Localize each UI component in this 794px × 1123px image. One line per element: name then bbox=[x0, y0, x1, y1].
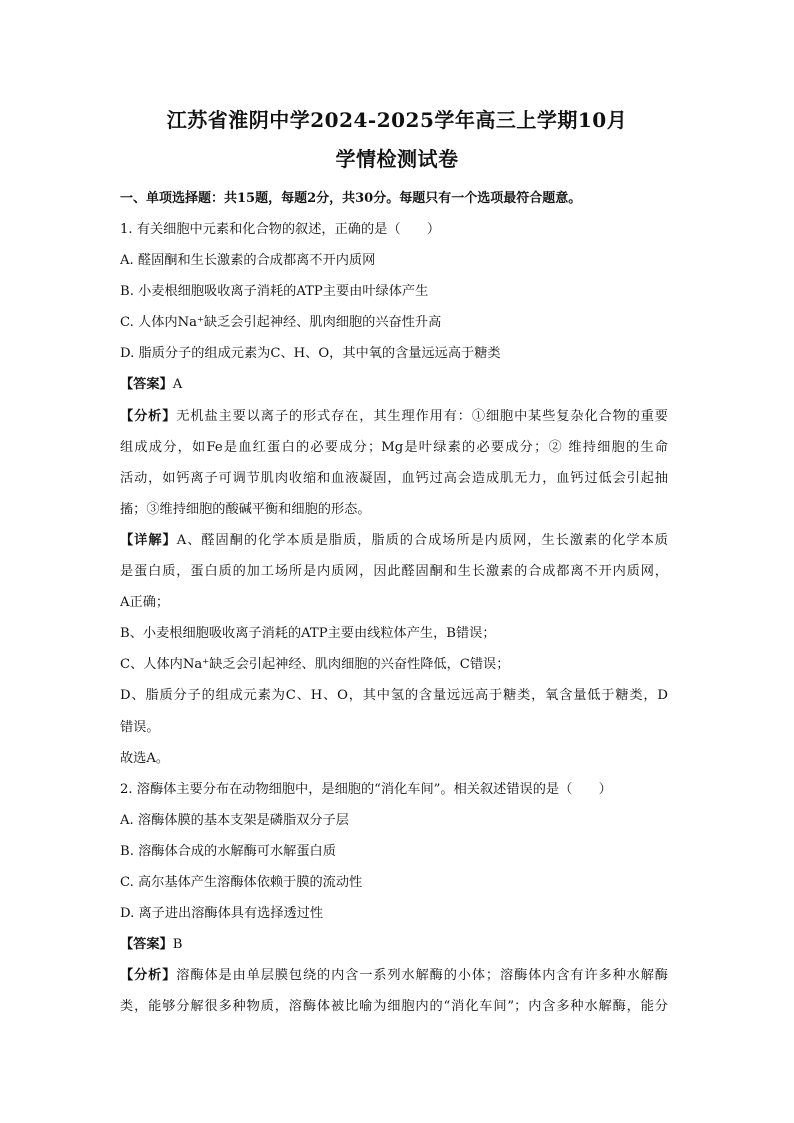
q2-analysis-line bbox=[120, 960, 668, 991]
q1-analysis-text: 无机盐主要以离子的形式存在，其生理作用有：①细胞中某些复杂化合物的重要 bbox=[176, 408, 668, 424]
q1-detail-line bbox=[120, 525, 668, 556]
q1-detail-line: C、人体内Na⁺缺乏会引起神经、肌肉细胞的兴奋性降低，C错误； bbox=[120, 657, 510, 673]
q2-option-c: C. 高尔基体产生溶酶体依赖于膜的流动性 bbox=[120, 874, 363, 890]
q1-answer-tag: 【答案】 bbox=[120, 377, 173, 393]
q1-detail-line: B、小麦根细胞吸收离子消耗的ATP主要由线粒体产生，B错误； bbox=[120, 626, 496, 642]
q1-answer bbox=[120, 369, 668, 400]
q1-answer-value: A bbox=[172, 377, 183, 393]
q1-detail-line: D、脂质分子的组成元素为C、H、O，其中氢的含量远远高于糖类，氧含量低于糖类，D bbox=[120, 688, 668, 704]
q2-analysis-tag: 【分析】 bbox=[120, 968, 177, 984]
q1-detail-tag: 【详解】 bbox=[120, 532, 177, 548]
q1-option-a: A. 醛固酮和生长激素的合成都离不开内质网 bbox=[120, 253, 376, 269]
q2-answer-value: B bbox=[172, 937, 183, 953]
q1-analysis-line: 搐；③维持细胞的酸碱平衡和细胞的形态。 bbox=[120, 501, 371, 517]
q2-option-d: D. 离子进出溶酶体具有选择透过性 bbox=[120, 906, 324, 922]
document-title-line1: 江苏省淮阴中学2024-2025学年高三上学期10月 bbox=[166, 108, 628, 132]
q1-option-b: B. 小麦根细胞吸收离子消耗的ATP主要由叶绿体产生 bbox=[120, 284, 429, 300]
q1-analysis-line: 组成成分，如Fe是血红蛋白的必要成分；Mg是叶绿素的必要成分；② 维持细胞的生命 bbox=[120, 439, 668, 455]
q2-answer bbox=[120, 929, 668, 960]
q1-detail-line: 错误。 bbox=[120, 719, 160, 735]
q1-conclusion: 故选A。 bbox=[120, 750, 170, 766]
q1-option-c: C. 人体内Na⁺缺乏会引起神经、肌肉细胞的兴奋性升高 bbox=[120, 315, 442, 331]
section-heading: 一、单项选择题：共15题，每题2分，共30分。每题只有一个选项最符合题意。 bbox=[120, 191, 582, 206]
q1-option-d: D. 脂质分子的组成元素为C、H、O，其中氧的含量远远高于糖类 bbox=[120, 346, 501, 362]
q1-detail-text: A、醛固酮的化学本质是脂质，脂质的合成场所是内质网，生长激素的化学本质 bbox=[176, 532, 668, 548]
q1-analysis-line bbox=[120, 401, 668, 432]
q1-detail-line: 是蛋白质，蛋白质的加工场所是内质网，因此醛固酮和生长激素的合成都离不开内质网， bbox=[120, 564, 668, 580]
q2-answer-tag: 【答案】 bbox=[120, 937, 173, 953]
document-title-line2: 学情检测试卷 bbox=[335, 147, 459, 171]
q1-detail-line: A正确； bbox=[120, 595, 170, 611]
q2-option-a: A. 溶酶体膜的基本支架是磷脂双分子层 bbox=[120, 812, 349, 828]
q2-analysis-line: 类，能够分解很多种物质，溶酶体被比喻为细胞内的“消化车间”；内含多种水解酶，能分 bbox=[120, 999, 668, 1015]
q2-stem: 2. 溶酶体主要分布在动物细胞中，是细胞的“消化车间”。相关叙述错误的是（ ） bbox=[120, 781, 612, 797]
q1-analysis-tag: 【分析】 bbox=[120, 408, 177, 424]
q2-analysis-text: 溶酶体是由单层膜包绕的内含一系列水解酶的小体；溶酶体内含有许多种水解酶 bbox=[176, 968, 668, 984]
q2-option-b: B. 溶酶体合成的水解酶可水解蛋白质 bbox=[120, 843, 336, 859]
q1-analysis-line: 活动，如钙离子可调节肌肉收缩和血液凝固，血钙过高会造成肌无力，血钙过低会引起抽 bbox=[120, 470, 668, 486]
document-body bbox=[120, 214, 668, 1022]
q1-stem: 1. 有关细胞中元素和化合物的叙述，正确的是（ ） bbox=[120, 222, 441, 237]
